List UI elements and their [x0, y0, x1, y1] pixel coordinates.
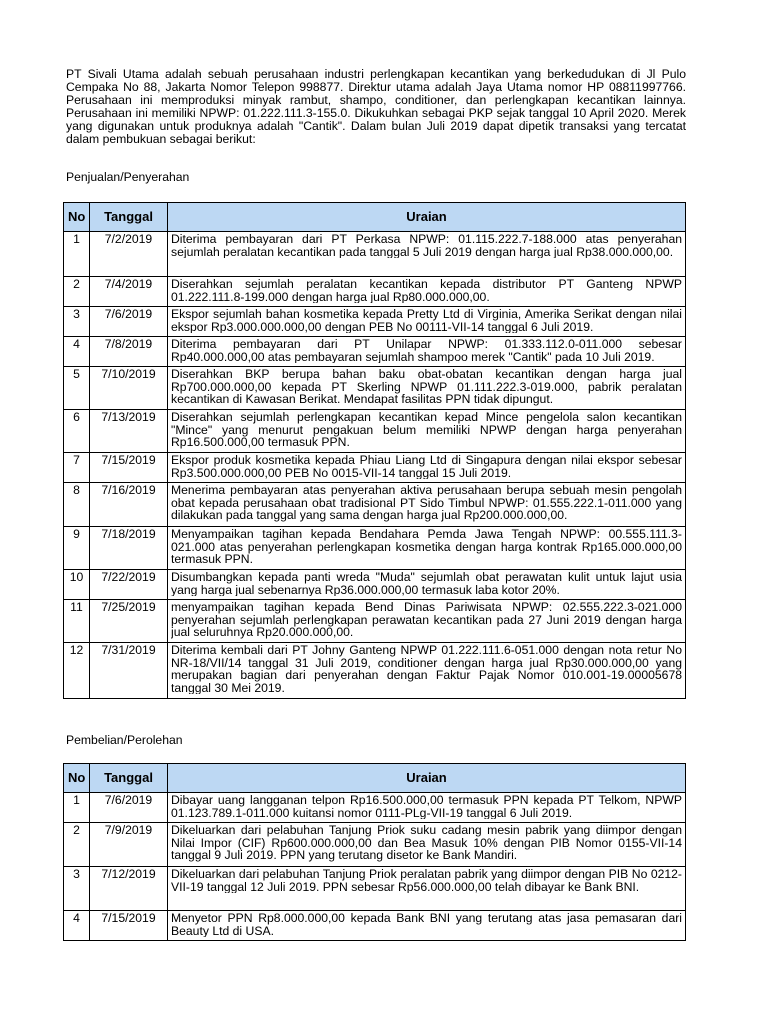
row-number: 9	[64, 527, 90, 570]
table-header-row	[64, 203, 686, 232]
row-number: 7	[64, 453, 90, 483]
row-date: 7/2/2019	[90, 232, 168, 277]
row-description	[168, 453, 686, 483]
row-date: 7/4/2019	[90, 277, 168, 307]
row-number: 8	[64, 483, 90, 527]
table-row	[64, 823, 686, 867]
column-header-no: No	[64, 203, 90, 232]
column-header-description: Uraian	[168, 203, 686, 232]
row-description-text: Dikeluarkan dari pelabuhan Tanjung Priok suku cadang mesin pabrik yang diimpor dengan Nilai Impor (CIF) Rp600.000.000,00 dan Bea Masuk 10% dengan PIB Nomor 0155-VII-14 tanggal 9 Juli 2019. PPN yang terutang disetor ke Bank Mandiri.	[171, 824, 682, 862]
row-description-text: Diserahkan sejumlah peralatan kecantikan kepada distributor PT Ganteng NPWP 01.222.111.8-199.000 dengan harga jual Rp80.000.000,00.	[171, 278, 682, 303]
table-row	[64, 277, 686, 307]
row-number: 4	[64, 911, 90, 941]
row-description	[168, 600, 686, 643]
row-number: 2	[64, 823, 90, 867]
row-description-text: Diterima pembayaran dari PT Unilapar NPWP: 01.333.112.0-011.000 sebesar Rp40.000.000,00 atas pembayaran sejumlah shampoo merek "Cantik" pada 10 Juli 2019.	[171, 338, 682, 363]
row-description	[168, 367, 686, 410]
table-row	[64, 483, 686, 527]
row-description-text: menyampaikan tagihan kepada Bend Dinas Pariwisata NPWP: 02.555.222.3-021.000 penyerahan sejumlah perlengkapan perawatan kecantikan pada 27 Juni 2019 dengan harga jual seluruhnya Rp20.000.000,00.	[171, 601, 682, 639]
row-description	[168, 337, 686, 367]
row-number: 3	[64, 307, 90, 337]
sales-table	[63, 202, 686, 699]
table-header-row	[64, 764, 686, 793]
row-date: 7/9/2019	[90, 823, 168, 867]
row-date: 7/12/2019	[90, 867, 168, 911]
row-description	[168, 570, 686, 600]
table-row	[64, 410, 686, 453]
row-date: 7/10/2019	[90, 367, 168, 410]
row-description-text: Diserahkan BKP berupa bahan baku obat-obatan kecantikan dengan harga jual Rp700.000.000,00 kepada PT Skerling NPWP 01.111.222.3-019.000, pabrik peralatan kecantikan di Kawasan Berikat. Mendapat fasilitas PPN tidak dipungut.	[171, 368, 682, 406]
table-row	[64, 232, 686, 277]
row-description-text: Menyetor PPN Rp8.000.000,00 kepada Bank BNI yang terutang atas jasa pemasaran dari Beauty Ltd di USA.	[171, 912, 682, 937]
row-description	[168, 232, 686, 277]
column-header-description: Uraian	[168, 764, 686, 793]
row-description	[168, 277, 686, 307]
row-date: 7/6/2019	[90, 307, 168, 337]
row-date: 7/25/2019	[90, 600, 168, 643]
table-row	[64, 570, 686, 600]
table-row	[64, 527, 686, 570]
column-header-no: No	[64, 764, 90, 793]
purchases-section-title: Pembelian/Perolehan	[66, 733, 183, 747]
table-row	[64, 367, 686, 410]
row-description	[168, 643, 686, 699]
row-date: 7/22/2019	[90, 570, 168, 600]
row-description	[168, 483, 686, 527]
row-number: 4	[64, 337, 90, 367]
row-description-text: Disumbangkan kepada panti wreda "Muda" sejumlah obat perawatan kulit untuk lajut usia yang harga jual sebenarnya Rp36.000.000,00 termasuk laba kotor 20%.	[171, 571, 682, 596]
row-date: 7/31/2019	[90, 643, 168, 699]
table-row	[64, 337, 686, 367]
column-header-date: Tanggal	[90, 764, 168, 793]
row-description	[168, 307, 686, 337]
row-description	[168, 410, 686, 453]
row-date: 7/15/2019	[90, 911, 168, 941]
table-row	[64, 911, 686, 941]
row-description	[168, 911, 686, 941]
column-header-date: Tanggal	[90, 203, 168, 232]
row-description-text: Diserahkan sejumlah perlengkapan kecantikan kepad Mince pengelola salon kecantikan "Mince" yang menurut pengakuan belum memiliki NPWP dengan harga penyerahan Rp16.500.000,00 termasuk PPN.	[171, 411, 682, 449]
row-description-text: Menyampaikan tagihan kepada Bendahara Pemda Jawa Tengah NPWP: 00.555.111.3-021.000 atas penyerahan perlengkapan kosmetika dengan harga kontrak Rp165.000.000,00 termasuk PPN.	[171, 528, 682, 566]
table-row	[64, 600, 686, 643]
row-number: 3	[64, 867, 90, 911]
sales-section-title: Penjualan/Penyerahan	[66, 170, 190, 184]
row-description	[168, 823, 686, 867]
row-number: 1	[64, 793, 90, 823]
table-row	[64, 643, 686, 699]
table-row	[64, 867, 686, 911]
row-description	[168, 793, 686, 823]
intro-paragraph: PT Sivali Utama adalah sebuah perusahaan industri perlengkapan kecantikan yang berkedudukan di Jl Pulo Cempaka No 88, Jakarta Nomor Telepon 998877. Direktur utama adalah Jaya Utama nomor HP 08811997766. Perusahaan ini memproduksi minyak rambut, shampo, conditioner, dan perlengkapan kecantikan lainnya. Perusahaan ini memiliki NPWP: 01.222.111.3-155.0. Dikukuhkan sebagai PKP sejak tanggal 10 April 2020. Merek yang digunakan untuk produknya adalah "Cantik". Dalam bulan Juli 2019 dapat dipetik transaksi yang tercatat dalam pembukuan sebagai berikut:	[66, 67, 686, 146]
row-number: 5	[64, 367, 90, 410]
table-row	[64, 307, 686, 337]
purchases-table	[63, 763, 686, 941]
row-date: 7/15/2019	[90, 453, 168, 483]
row-number: 10	[64, 570, 90, 600]
table-row	[64, 453, 686, 483]
row-date: 7/13/2019	[90, 410, 168, 453]
row-description-text: Dikeluarkan dari pelabuhan Tanjung Priok peralatan pabrik yang diimpor dengan PIB No 0212-VII-19 tanggal 12 Juli 2019. PPN sebesar Rp56.000.000,00 telah dibayar ke Bank BNI.	[171, 868, 682, 893]
row-description-text: Dibayar uang langganan telpon Rp16.500.000,00 termasuk PPN kepada PT Telkom, NPWP 01.123.789.1-011.000 kuitansi nomor 0111-PLg-VII-19 tanggal 6 Juli 2019.	[171, 794, 682, 819]
row-description	[168, 527, 686, 570]
row-description	[168, 867, 686, 911]
row-date: 7/18/2019	[90, 527, 168, 570]
row-description-text: Menerima pembayaran atas penyerahan aktiva perusahaan berupa sebuah mesin pengolah obat kepada perusahaan obat tradisional PT Sido Timbul NPWP: 01.555.222.1-011.000 yang dilakukan pada tanggal yang sama dengan harga jual Rp200.000.000,00.	[171, 484, 682, 522]
row-number: 11	[64, 600, 90, 643]
row-description-text: Diterima kembali dari PT Johny Ganteng NPWP 01.222.111.6-051.000 dengan nota retur No NR-18/VII/14 tanggal 31 Juli 2019, conditioner dengan harga jual Rp30.000.000,00 yang merupakan bagian dari penyerahan dengan Faktur Pajak Nomor 010.001-19.00005678 tanggal 30 Mei 2019.	[171, 644, 682, 694]
row-date: 7/8/2019	[90, 337, 168, 367]
row-number: 6	[64, 410, 90, 453]
row-number: 1	[64, 232, 90, 277]
row-description-text: Diterima pembayaran dari PT Perkasa NPWP: 01.115.222.7-188.000 atas penyerahan sejumlah peralatan kecantikan pada tanggal 5 Juli 2019 dengan harga jual Rp38.000.000,00.	[171, 233, 682, 258]
row-date: 7/16/2019	[90, 483, 168, 527]
row-description-text: Ekspor produk kosmetika kepada Phiau Liang Ltd di Singapura dengan nilai ekspor sebesar Rp3.500.000.000,00 PEB No 0015-VII-14 tanggal 15 Juli 2019.	[171, 454, 682, 479]
row-description-text: Ekspor sejumlah bahan kosmetika kepada Pretty Ltd di Virginia, Amerika Serikat dengan nilai ekspor Rp3.000.000.000,00 dengan PEB No 00111-VII-14 tanggal 6 Juli 2019.	[171, 308, 682, 333]
row-number: 12	[64, 643, 90, 699]
row-date: 7/6/2019	[90, 793, 168, 823]
row-number: 2	[64, 277, 90, 307]
table-row	[64, 793, 686, 823]
